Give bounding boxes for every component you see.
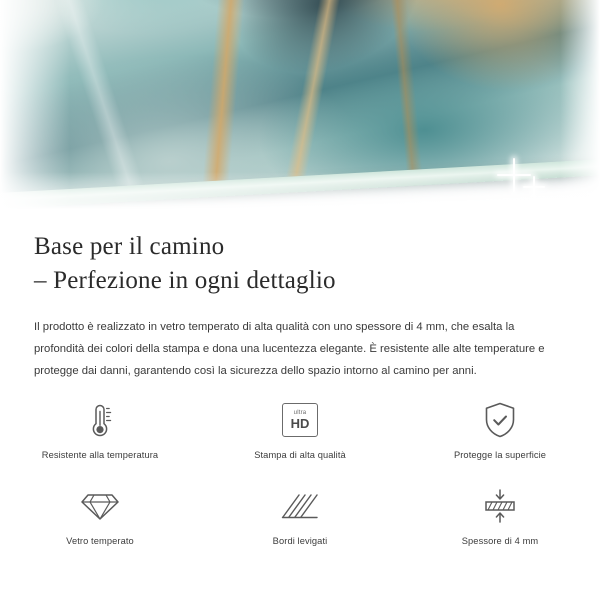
ultra-hd-icon: [282, 398, 318, 442]
marble-dark-blot: [176, 0, 478, 131]
feature-item-temperature: [0, 392, 200, 478]
description-text: Il prodotto è realizzato in vetro temperato di alta qualità con uno spessore di 4 mm, che esalta la profondità dei colori della stampa e dona una lucentezza elegante. È resistente alle alte temperature e protegge dai danni, garantendo così la sicurezza dello spazio intorno al camino per anni.: [34, 321, 545, 377]
feature-grid: [0, 392, 600, 564]
thickness-icon: [480, 484, 520, 528]
feature-label: Vetro temperato: [66, 536, 134, 546]
feature-label: Resistente alla temperatura: [41, 450, 159, 460]
feature-item-print-quality: [200, 392, 400, 478]
ultra-hd-badge-main: HD: [290, 416, 310, 431]
marble-glass-panel-image: [0, 0, 600, 218]
feature-item-tempered-glass: [0, 478, 200, 564]
feature-item-surface-protection: [400, 392, 600, 478]
feature-label: Protegge la superficie: [453, 450, 547, 460]
feature-label: Spessore di 4 mm: [461, 536, 539, 546]
thermometer-icon: [82, 398, 118, 442]
feature-item-thickness: [400, 478, 600, 564]
feature-label: Bordi levigati: [272, 536, 328, 546]
feature-item-polished-edges: [200, 478, 400, 564]
shield-check-icon: [481, 398, 519, 442]
diamond-icon: [80, 484, 120, 528]
hero-image: [0, 0, 600, 218]
page-title: [34, 230, 600, 298]
feature-label: Stampa di alta qualità: [254, 450, 346, 460]
text-content: [0, 218, 600, 382]
hero-fade-bottom: [0, 172, 600, 218]
headline-line-2: – Perfezione in ogni dettaglio: [34, 267, 336, 294]
ultra-hd-badge-top: ultra: [293, 410, 307, 416]
description-block: [34, 316, 566, 382]
headline-line-1: Base per il camino: [34, 233, 225, 260]
polished-edges-icon: [279, 484, 321, 528]
